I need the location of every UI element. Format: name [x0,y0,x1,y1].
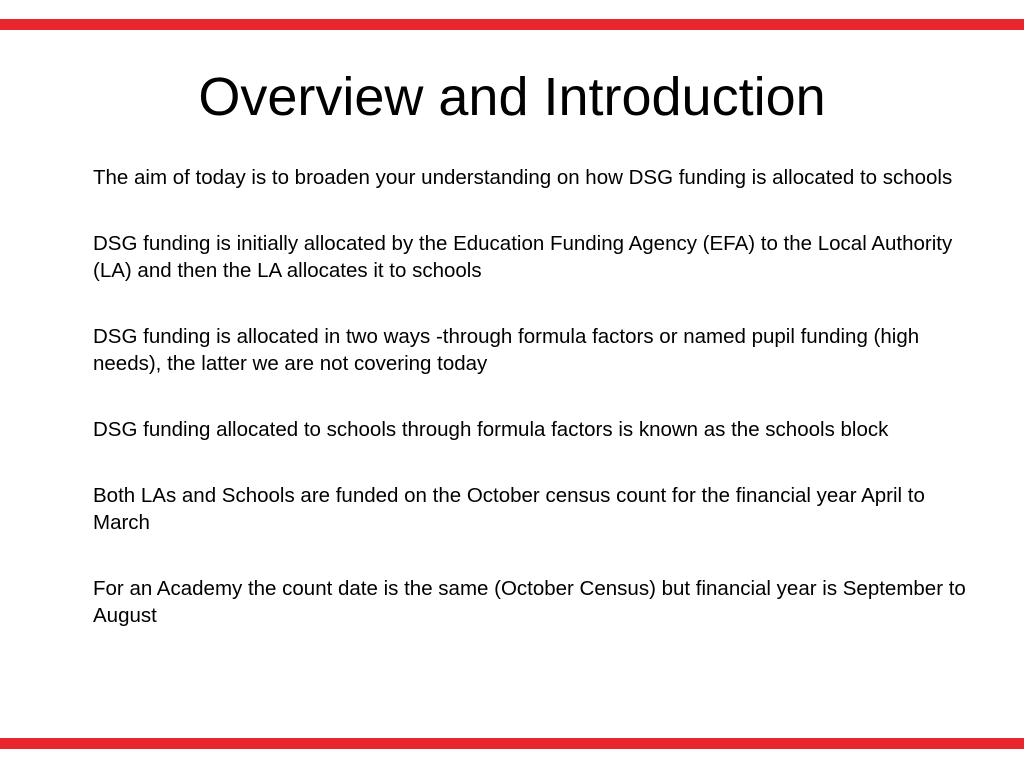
bottom-accent-bar [0,738,1024,749]
slide-body [93,164,973,668]
paragraph-academy: For an Academy the count date is the same (October Census) but financial year is September to August [93,577,966,627]
paragraph-allocation-ways: DSG funding is allocated in two ways -through formula factors or named pupil funding (high needs), the latter we are not covering today [93,325,920,375]
paragraph-schools-block: DSG funding allocated to schools through formula factors is known as the schools block [93,418,889,441]
paragraph-initial-allocation: DSG funding is initially allocated by the Education Funding Agency (EFA) to the Local Authority (LA) and then the LA allocates it to schools [93,232,953,282]
slide-title: Overview and Introduction [198,67,826,127]
paragraph-census-count: Both LAs and Schools are funded on the October census count for the financial year April to March [93,484,925,534]
top-accent-bar [0,19,1024,30]
paragraph-aim: The aim of today is to broaden your understanding on how DSG funding is allocated to schools [93,166,953,189]
